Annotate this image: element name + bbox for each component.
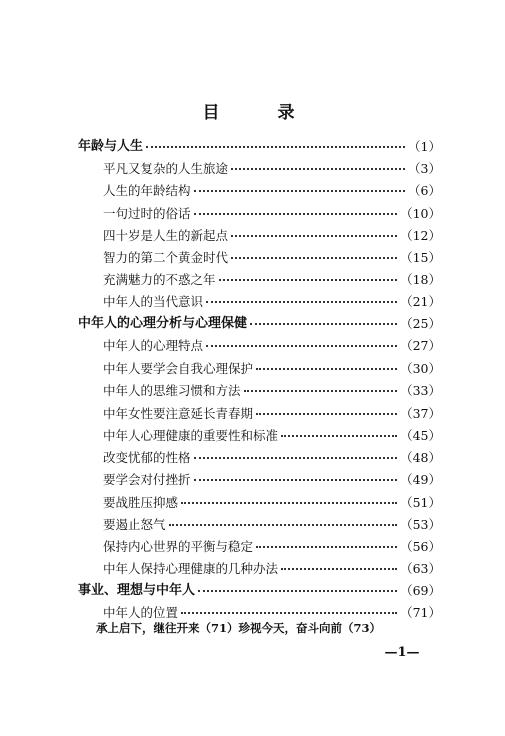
leader-dots	[194, 190, 406, 192]
leader-dots	[281, 568, 397, 570]
toc-entry-row	[103, 358, 441, 380]
toc-entry-row	[103, 269, 441, 291]
toc-subentries-line: 承上启下，继往开来（71）珍视今天，奋斗向前（73）	[96, 621, 382, 635]
toc-page-number: （3）	[408, 161, 441, 176]
toc-label: 事业、理想与中年人	[78, 583, 196, 598]
toc-entry-row	[103, 514, 441, 536]
toc-entry-row	[103, 558, 441, 580]
toc-entry-row	[103, 203, 441, 225]
toc-label: 要学会对付挫折	[103, 472, 191, 487]
toc-label: 中年人要学会自我心理保护	[103, 361, 254, 376]
leader-dots	[194, 213, 398, 215]
toc-page-number: （12）	[400, 228, 441, 243]
leader-dots	[206, 345, 397, 347]
toc-label: 改变忧郁的性格	[103, 450, 191, 465]
toc-section-row	[78, 136, 441, 158]
leader-dots	[256, 413, 397, 415]
leader-dots	[206, 301, 397, 303]
toc-page-number: （56）	[400, 539, 441, 554]
leader-dots	[231, 168, 405, 170]
toc-entry-row	[103, 180, 441, 202]
toc-page-number: （53）	[400, 517, 441, 532]
leader-dots	[194, 457, 398, 459]
toc-label: 智力的第二个黄金时代	[103, 250, 229, 265]
toc-label: 中年人保持心理健康的几种办法	[103, 561, 279, 576]
toc-label: 要战胜压抑感	[103, 495, 179, 510]
toc-label: 中年人的心理分析与心理保健	[78, 316, 248, 331]
toc-entry-row	[103, 469, 441, 491]
toc-entry-row	[103, 536, 441, 558]
toc-page-number: （18）	[400, 272, 441, 287]
toc-page-number: （10）	[400, 206, 441, 221]
toc-page-number: （27）	[400, 338, 441, 353]
leader-dots	[256, 368, 397, 370]
leader-dots	[219, 279, 398, 281]
toc-label: 中年人心理健康的重要性和标准	[103, 428, 279, 443]
toc-entry-row	[103, 225, 441, 247]
leader-dots	[250, 323, 397, 325]
toc-label: 充满魅力的不惑之年	[103, 272, 216, 287]
toc-page-number: （69）	[400, 583, 441, 598]
toc-entry-row	[103, 425, 441, 447]
toc-label: 保持内心世界的平衡与稳定	[103, 539, 254, 554]
toc-label: 年龄与人生	[78, 139, 144, 154]
toc-label: 中年人的当代意识	[103, 294, 204, 309]
leader-dots	[181, 612, 397, 614]
leader-dots	[146, 146, 405, 148]
toc-page-number: （37）	[400, 406, 441, 421]
toc-page-number: （30）	[400, 361, 441, 376]
toc-page-number: （1）	[408, 139, 441, 154]
toc-entry-row	[103, 158, 441, 180]
toc-page-number: （49）	[400, 472, 441, 487]
page-title: 目 录	[202, 103, 321, 123]
toc-entry-row	[103, 447, 441, 469]
toc-label: 人生的年龄结构	[103, 183, 191, 198]
toc-section-row	[78, 313, 441, 335]
leader-dots	[231, 235, 397, 237]
leader-dots	[231, 257, 397, 259]
toc-entry-row	[103, 492, 441, 514]
toc-label: 平凡又复杂的人生旅途	[103, 161, 229, 176]
leader-dots	[194, 479, 398, 481]
page-number: —1—	[384, 645, 420, 660]
toc-page-number: （71）	[400, 605, 441, 620]
toc-label: 中年人的思维习惯和方法	[103, 383, 241, 398]
toc-label: 要遏止怒气	[103, 517, 166, 532]
toc-label: 四十岁是人生的新起点	[103, 228, 229, 243]
leader-dots	[169, 524, 398, 526]
toc-page-number: （45）	[400, 428, 441, 443]
toc-label: 中年人的心理特点	[103, 338, 204, 353]
toc-page-number: （25）	[400, 316, 441, 331]
toc-page-number: （21）	[400, 294, 441, 309]
toc-label: 中年人的位置	[103, 605, 179, 620]
toc-page-number: （33）	[400, 383, 441, 398]
toc-page-number: （51）	[400, 495, 441, 510]
toc-page-number: （48）	[400, 450, 441, 465]
toc-section-row	[78, 580, 441, 602]
toc-label: 中年女性要注意延长青春期	[103, 406, 254, 421]
toc-entry-row	[103, 291, 441, 313]
leader-dots	[256, 546, 397, 548]
toc-label: 一句过时的俗话	[103, 206, 191, 221]
toc-page-number: （6）	[408, 183, 441, 198]
leader-dots	[281, 435, 397, 437]
toc-entry-row	[103, 335, 441, 357]
leader-dots	[198, 590, 397, 592]
toc-entry-row	[103, 403, 441, 425]
leader-dots	[181, 502, 397, 504]
leader-dots	[244, 390, 398, 392]
toc-entry-row	[103, 380, 441, 402]
toc-page-number: （63）	[400, 561, 441, 576]
toc-entry-row	[103, 247, 441, 269]
toc-page-number: （15）	[400, 250, 441, 265]
